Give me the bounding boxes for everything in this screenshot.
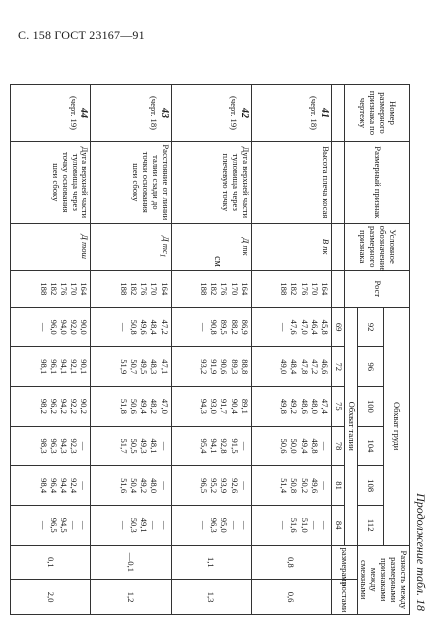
spacer	[331, 270, 344, 307]
chest-104: 104	[357, 426, 383, 466]
chest-112: 112	[357, 505, 383, 545]
table-row	[11, 85, 91, 615]
value-cell: — 48,0 49,2 50,4 51,6	[91, 466, 171, 506]
value-cell: — — 51,0 51,6 —	[251, 505, 331, 545]
feature-name: Расстояние от линии талии сзади до точки основания шеи сбоку	[91, 141, 171, 223]
rotated-table-container	[37, 84, 428, 615]
value-cell: — 48,8 49,4 50,0 50,6	[251, 426, 331, 466]
diff-heights-cell: 1,2	[91, 580, 171, 615]
value-cell: 47,2 48,4 49,6 50,8 —	[91, 307, 171, 347]
value-cell: — 92,3 94,3 96,3 98,3	[11, 426, 91, 466]
feature-symbol: Д тк	[171, 223, 251, 270]
table-row	[251, 85, 331, 615]
measurements-table	[10, 84, 410, 615]
value-cell: 89,1 90,4 91,7 93,0 94,3	[171, 387, 251, 427]
feature-symbol: Д $тс_1$	[91, 223, 171, 270]
value-cell: 47,1 48,3 49,5 50,7 51,9	[91, 347, 171, 387]
waist-81: 81	[331, 466, 344, 506]
feature-symbol: Д тош	[11, 223, 91, 270]
value-cell: 90,0 92,0 94,0 96,0 —	[11, 307, 91, 347]
col-diff-sizes: размерами	[331, 545, 357, 580]
diff-sizes-cell: 0,1	[11, 545, 91, 580]
col-waist-group: Обхват талии	[344, 307, 357, 545]
spacer	[331, 141, 344, 223]
value-cell: 90,2 92,2 94,2 96,2 98,2	[11, 387, 91, 427]
item-number-cell: 44 (черт. 19)	[11, 85, 91, 142]
table-row	[171, 85, 251, 615]
feature-name: Дуга верхней части туловища через точку основания шеи сбоку	[11, 141, 91, 223]
value-cell: 45,8 46,4 47,0 47,6 —	[251, 307, 331, 347]
item-number-cell: 43 (черт. 18)	[91, 85, 171, 142]
col-diff-heights: ростами	[331, 580, 357, 615]
feature-symbol: В пк	[251, 223, 331, 270]
value-cell: — 92,6 93,9 95,2 96,5	[171, 466, 251, 506]
spacer	[331, 223, 344, 270]
chest-108: 108	[357, 466, 383, 506]
waist-75: 75	[331, 387, 344, 427]
feature-name: Высота плеча косая	[251, 141, 331, 223]
value-cell: — — 95,0 96,3 —	[171, 505, 251, 545]
col-symbol: Условное обозначение размерного признака	[344, 223, 409, 270]
col-feature: Размерный признак	[344, 141, 409, 223]
value-cell: — 48,1 49,3 50,5 51,7	[91, 426, 171, 466]
waist-69: 69	[331, 307, 344, 347]
value-cell: — 92,4 94,4 96,4 98,4	[11, 466, 91, 506]
diff-sizes-cell: 0,8	[251, 545, 331, 580]
col-item-no: Номер размерного признака по чертежу	[344, 85, 409, 142]
waist-78: 78	[331, 426, 344, 466]
value-cell: 90,1 92,1 94,1 96,1 98,1	[11, 347, 91, 387]
diff-heights-cell: 1,3	[171, 580, 251, 615]
value-cell: 46,6 47,2 47,8 48,4 49,0	[251, 347, 331, 387]
diff-heights-cell: 2,0	[11, 580, 91, 615]
chest-96: 96	[357, 347, 383, 387]
chest-100: 100	[357, 387, 383, 427]
diff-heights-cell: 0,6	[251, 580, 331, 615]
height-values: 164 170 176 182 188	[251, 270, 331, 307]
value-cell: — 49,6 50,2 50,8 51,4	[251, 466, 331, 506]
waist-72: 72	[331, 347, 344, 387]
diff-sizes-cell: —0,1	[91, 545, 171, 580]
value-cell: — — 94,5 96,5 —	[11, 505, 91, 545]
col-diff: Разность между размерными признаками между смежными	[357, 545, 409, 614]
value-cell: 88,8 89,3 90,6 91,9 93,2	[171, 347, 251, 387]
col-height: Рост	[344, 270, 409, 307]
continuation-title: Продолжение табл. 18	[414, 493, 428, 611]
height-values: 164 170 176 182 188	[91, 270, 171, 307]
value-cell: 47,0 48,2 49,4 50,6 51,8	[91, 387, 171, 427]
value-cell: — — 49,1 50,3 —	[91, 505, 171, 545]
height-values: 164 170 176 182 188	[171, 270, 251, 307]
height-values: 164 170 176 182 188	[11, 270, 91, 307]
waist-84: 84	[331, 505, 344, 545]
diff-sizes-cell: 1,1	[171, 545, 251, 580]
spacer	[331, 85, 344, 142]
item-number-cell: 41 (черт. 18)	[251, 85, 331, 142]
unit-label: см	[211, 256, 223, 267]
chest-92: 92	[357, 307, 383, 347]
table-row	[91, 85, 171, 615]
page-header: С. 158 ГОСТ 23167—91	[18, 28, 145, 42]
item-number-cell: 42 (черт. 19)	[171, 85, 251, 142]
value-cell: — 91,5 92,8 94,1 95,4	[171, 426, 251, 466]
feature-name: Дуга верхней части туловища через плечевую точку	[171, 141, 251, 223]
col-chest-group: Обхват груди	[383, 307, 409, 545]
value-cell: 86,9 88,2 89,5 90,8 —	[171, 307, 251, 347]
value-cell: 47,4 48,0 48,6 49,2 49,8	[251, 387, 331, 427]
